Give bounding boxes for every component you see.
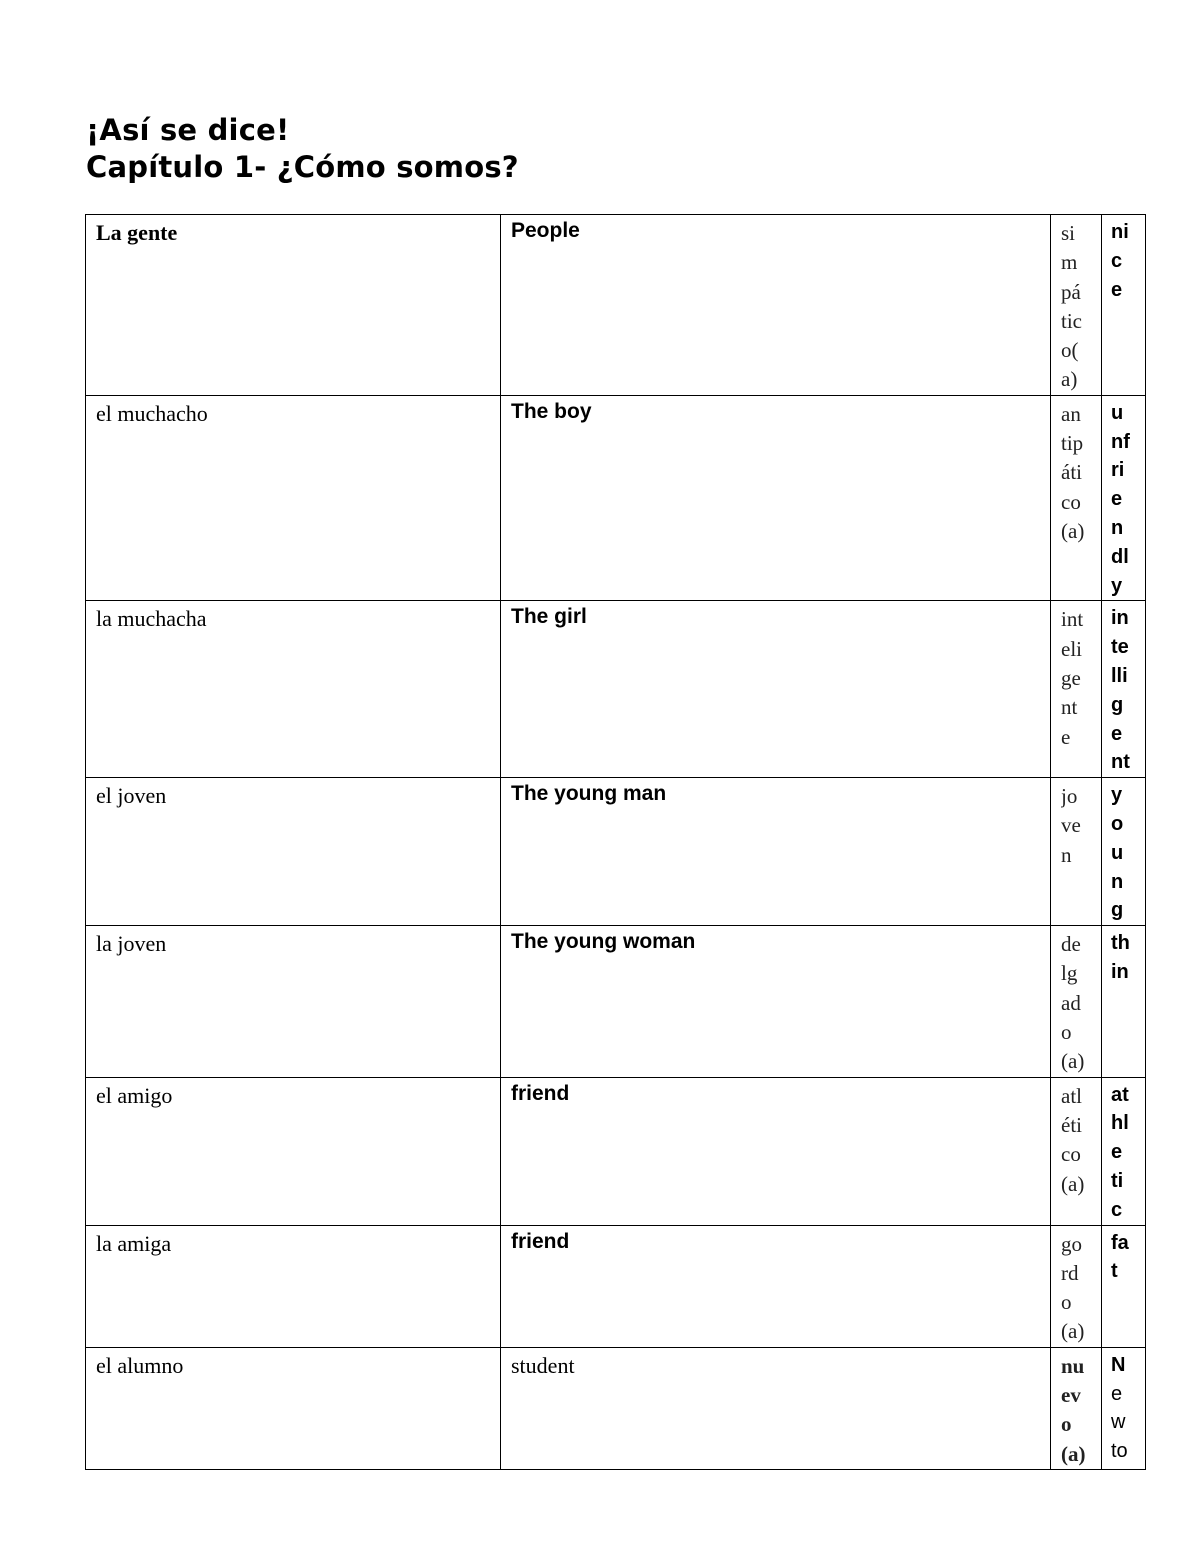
vocabulary-table bbox=[85, 214, 1146, 1470]
english-adjective-cell bbox=[1102, 1225, 1146, 1347]
english-term-cell: The boy bbox=[501, 395, 1051, 601]
spanish-adjective-fragment: an bbox=[1061, 401, 1081, 426]
spanish-adjective-fragment: m bbox=[1061, 250, 1078, 275]
english-adjective-fragment: c bbox=[1111, 1198, 1123, 1221]
english-term-cell: The young man bbox=[501, 778, 1051, 926]
spanish-adjective-fragment: pá bbox=[1061, 279, 1081, 304]
english-adjective-fragment: lli bbox=[1111, 664, 1128, 687]
spanish-term-cell: el alumno bbox=[86, 1347, 501, 1469]
spanish-adjective-fragment: int bbox=[1061, 607, 1084, 632]
table-row bbox=[86, 926, 1146, 1077]
english-adjective-fragment: g bbox=[1111, 693, 1124, 716]
spanish-adjective-fragment: si bbox=[1061, 221, 1076, 245]
english-adjective-fragment: fa bbox=[1111, 1231, 1129, 1254]
table-row bbox=[86, 1347, 1146, 1469]
english-adjective-fragment: ti bbox=[1111, 1170, 1124, 1192]
english-adjective-fragment: hl bbox=[1111, 1112, 1129, 1135]
english-adjective-cell bbox=[1102, 778, 1146, 926]
title-line-2: Capítulo 1- ¿Cómo somos? bbox=[86, 150, 519, 184]
spanish-adjective-fragment: jo bbox=[1061, 784, 1078, 809]
english-adjective-fragment: at bbox=[1111, 1083, 1129, 1106]
english-adjective-fragment: e bbox=[1111, 1382, 1123, 1405]
spanish-adjective-fragment: co bbox=[1061, 1142, 1081, 1167]
spanish-adjective-cell bbox=[1051, 1077, 1102, 1225]
english-adjective-fragment: n bbox=[1111, 870, 1124, 893]
spanish-adjective-fragment: tip bbox=[1061, 431, 1084, 456]
english-adjective-fragment: in bbox=[1111, 960, 1129, 983]
title-line-1: ¡Así se dice! bbox=[86, 113, 290, 147]
english-adjective-fragment: w bbox=[1111, 1411, 1126, 1434]
spanish-term-cell: el amigo bbox=[86, 1077, 501, 1225]
english-term-cell: The girl bbox=[501, 601, 1051, 778]
spanish-adjective-cell bbox=[1051, 1225, 1102, 1347]
spanish-adjective-fragment: atl bbox=[1061, 1083, 1082, 1108]
spanish-term-cell: la muchacha bbox=[86, 601, 501, 778]
english-adjective-fragment: u bbox=[1111, 841, 1124, 864]
english-adjective-fragment: N bbox=[1111, 1353, 1126, 1376]
english-adjective-fragment: in bbox=[1111, 607, 1129, 630]
english-adjective-fragment: ni bbox=[1111, 221, 1129, 243]
spanish-adjective-fragment: rd bbox=[1061, 1260, 1079, 1285]
english-adjective-fragment: n bbox=[1111, 516, 1124, 539]
spanish-adjective-fragment: (a) bbox=[1061, 1441, 1086, 1466]
spanish-adjective-fragment: co bbox=[1061, 489, 1081, 514]
english-adjective-fragment: e bbox=[1111, 722, 1123, 745]
english-term-cell: People bbox=[501, 215, 1051, 396]
spanish-adjective-cell bbox=[1051, 215, 1102, 396]
spanish-adjective-fragment: áti bbox=[1061, 460, 1082, 485]
spanish-adjective-fragment: nu bbox=[1061, 1353, 1085, 1378]
table-row bbox=[86, 1077, 1146, 1225]
table-row bbox=[86, 601, 1146, 778]
english-adjective-cell bbox=[1102, 1347, 1146, 1469]
spanish-adjective-fragment: eli bbox=[1061, 636, 1082, 661]
english-adjective-fragment: e bbox=[1111, 278, 1123, 301]
english-adjective-fragment: c bbox=[1111, 249, 1123, 272]
spanish-adjective-fragment: ev bbox=[1061, 1383, 1081, 1408]
spanish-adjective-fragment: de bbox=[1061, 932, 1081, 957]
english-term-cell: friend bbox=[501, 1225, 1051, 1347]
english-adjective-cell bbox=[1102, 215, 1146, 396]
english-adjective-fragment: y bbox=[1111, 784, 1123, 807]
english-adjective-fragment: g bbox=[1111, 899, 1124, 922]
spanish-adjective-cell bbox=[1051, 778, 1102, 926]
spanish-adjective-fragment: n bbox=[1061, 842, 1072, 867]
english-adjective-fragment: th bbox=[1111, 932, 1130, 955]
english-adjective-fragment: u bbox=[1111, 401, 1124, 424]
english-adjective-fragment: o bbox=[1111, 812, 1124, 835]
page-title bbox=[86, 112, 519, 186]
spanish-adjective-cell bbox=[1051, 926, 1102, 1077]
spanish-adjective-cell bbox=[1051, 601, 1102, 778]
english-adjective-fragment: dl bbox=[1111, 545, 1129, 568]
spanish-term-cell: el joven bbox=[86, 778, 501, 926]
spanish-term-cell: el muchacho bbox=[86, 395, 501, 601]
spanish-adjective-fragment: o bbox=[1061, 1412, 1072, 1437]
english-adjective-fragment: to bbox=[1111, 1440, 1128, 1463]
english-term-cell: The young woman bbox=[501, 926, 1051, 1077]
spanish-adjective-fragment: o bbox=[1061, 1290, 1072, 1315]
spanish-adjective-fragment: (a) bbox=[1061, 1319, 1085, 1344]
english-adjective-fragment: e bbox=[1111, 488, 1123, 511]
english-adjective-fragment: t bbox=[1111, 1260, 1118, 1283]
spanish-adjective-fragment: éti bbox=[1061, 1112, 1082, 1137]
table-row bbox=[86, 215, 1146, 396]
spanish-adjective-fragment: go bbox=[1061, 1231, 1082, 1256]
english-adjective-fragment: te bbox=[1111, 636, 1129, 659]
english-adjective-cell bbox=[1102, 1077, 1146, 1225]
english-adjective-cell bbox=[1102, 395, 1146, 601]
spanish-term-cell: la amiga bbox=[86, 1225, 501, 1347]
spanish-adjective-fragment: nt bbox=[1061, 695, 1078, 720]
spanish-adjective-fragment: ad bbox=[1061, 990, 1081, 1015]
spanish-term-cell: la joven bbox=[86, 926, 501, 1077]
spanish-adjective-fragment: a) bbox=[1061, 367, 1078, 392]
spanish-adjective-fragment: o( bbox=[1061, 338, 1079, 363]
spanish-adjective-fragment: ge bbox=[1061, 665, 1081, 690]
spanish-adjective-fragment: (a) bbox=[1061, 1049, 1085, 1074]
english-adjective-cell bbox=[1102, 601, 1146, 778]
spanish-adjective-fragment: lg bbox=[1061, 961, 1078, 986]
spanish-adjective-fragment: tic bbox=[1061, 308, 1082, 333]
spanish-adjective-fragment: e bbox=[1061, 724, 1071, 749]
english-adjective-fragment: e bbox=[1111, 1141, 1123, 1164]
english-term-cell: friend bbox=[501, 1077, 1051, 1225]
spanish-adjective-fragment: (a) bbox=[1061, 1171, 1085, 1196]
spanish-adjective-fragment: ve bbox=[1061, 813, 1081, 838]
spanish-adjective-cell bbox=[1051, 395, 1102, 601]
english-term-cell: student bbox=[501, 1347, 1051, 1469]
english-adjective-fragment: y bbox=[1111, 574, 1123, 597]
english-adjective-cell bbox=[1102, 926, 1146, 1077]
spanish-adjective-cell bbox=[1051, 1347, 1102, 1469]
spanish-term-cell: La gente bbox=[86, 215, 501, 396]
english-adjective-fragment: nf bbox=[1111, 430, 1130, 453]
english-adjective-fragment: ri bbox=[1111, 459, 1125, 482]
table-row bbox=[86, 1225, 1146, 1347]
spanish-adjective-fragment: (a) bbox=[1061, 518, 1085, 543]
table-row bbox=[86, 778, 1146, 926]
spanish-adjective-fragment: o bbox=[1061, 1020, 1072, 1045]
english-adjective-fragment: nt bbox=[1111, 751, 1130, 774]
table-row bbox=[86, 395, 1146, 601]
